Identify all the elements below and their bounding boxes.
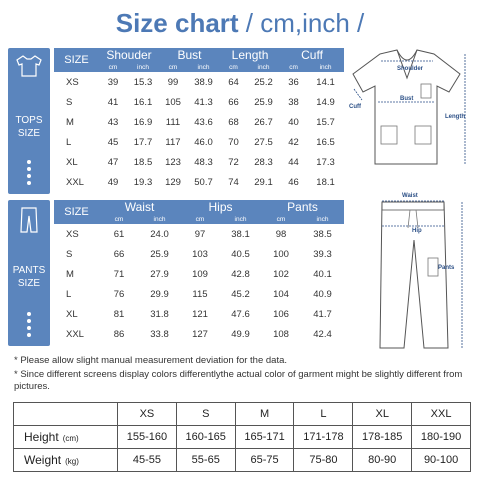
unit-cm: cm xyxy=(280,62,307,72)
unit-cm: cm xyxy=(99,62,127,72)
measurement-value: 61 xyxy=(113,228,125,240)
measurement-value: 117 xyxy=(165,136,181,148)
measurement-value: 38.9 xyxy=(194,76,213,88)
pants-row xyxy=(54,284,344,304)
tops-row xyxy=(54,112,344,132)
height-value: 155-160 xyxy=(118,426,177,449)
measurement-value: 36 xyxy=(288,76,299,88)
length-dim-label: Length xyxy=(445,114,465,120)
measurement-value: 106 xyxy=(273,308,289,320)
unit-cm: cm xyxy=(261,214,301,224)
measurement-value: 42.8 xyxy=(231,268,250,280)
measurement-value: 25.2 xyxy=(254,76,273,88)
measurement-value: 72 xyxy=(228,156,239,168)
tops-row xyxy=(54,92,344,112)
measurement-value: 47.6 xyxy=(231,308,250,320)
measurement-value: 25.9 xyxy=(150,248,169,260)
note-1: * Please allow slight manual measurement deviation for the data. xyxy=(14,355,288,366)
fit-corner xyxy=(14,403,118,426)
measurement-value: 100 xyxy=(273,248,289,260)
unit-inch: inch xyxy=(187,62,220,72)
measurement-value: 45 xyxy=(107,136,119,148)
measurement-value: 27.5 xyxy=(254,136,273,148)
title-main: Size chart xyxy=(115,8,239,38)
unit-inch: inch xyxy=(247,62,280,72)
measurement-value: 40.5 xyxy=(231,248,250,260)
shirt-diagram xyxy=(345,44,475,184)
notes xyxy=(14,355,474,395)
measurement-value: 121 xyxy=(192,308,208,320)
measurement-value: 44 xyxy=(288,156,299,168)
height-value: 180-190 xyxy=(412,426,471,449)
measurement-value: 46.0 xyxy=(194,136,213,148)
measurement-value: 40.9 xyxy=(313,288,332,300)
height-unit: (cm) xyxy=(62,434,79,443)
weight-value: 80-90 xyxy=(353,449,412,472)
measurement-value: 46 xyxy=(288,176,299,188)
unit-inch: inch xyxy=(307,62,344,72)
measurement-value: 42 xyxy=(288,136,299,148)
measurement-value: 108 xyxy=(273,328,289,340)
measurement-value: 31.8 xyxy=(150,308,169,320)
tops-col-bust: Bust xyxy=(159,48,220,62)
height-value: 160-165 xyxy=(176,426,235,449)
pants-row xyxy=(54,324,344,344)
measurement-value: 104 xyxy=(273,288,289,300)
unit-cm: cm xyxy=(220,62,247,72)
measurement-value: 97 xyxy=(194,228,206,240)
weight-unit: (kg) xyxy=(65,457,79,466)
measurement-value: 38 xyxy=(288,96,299,108)
weight-value: 75-80 xyxy=(294,449,353,472)
measurement-value: 115 xyxy=(192,288,208,300)
measurement-value: 27.9 xyxy=(150,268,169,280)
measurement-value: 81 xyxy=(113,308,125,320)
tops-col-length: Length xyxy=(220,48,280,62)
unit-inch: inch xyxy=(301,214,344,224)
measurement-value: 70 xyxy=(228,136,239,148)
shirt-icon xyxy=(15,54,43,78)
bust-dim-label: Bust xyxy=(400,96,414,102)
tops-col-cuff: Cuff xyxy=(280,48,344,62)
measurement-value: 71 xyxy=(113,268,125,280)
hip-dim-label: Hip xyxy=(412,228,422,234)
measurement-value: 15.7 xyxy=(316,116,335,128)
measurement-value: 38.1 xyxy=(231,228,250,240)
measurement-value: 66 xyxy=(228,96,239,108)
tops-dots xyxy=(27,160,31,188)
measurement-value: 43 xyxy=(107,116,119,128)
weight-value: 45-55 xyxy=(118,449,177,472)
pants-col-hips: Hips xyxy=(180,200,261,214)
measurement-value: 127 xyxy=(192,328,208,340)
measurement-value: 109 xyxy=(192,268,208,280)
measurement-value: 102 xyxy=(273,268,289,280)
fit-size: XXL xyxy=(412,403,471,426)
measurement-value: 40.1 xyxy=(313,268,332,280)
measurement-value: 38.5 xyxy=(313,228,332,240)
tops-size-header: SIZE xyxy=(54,48,99,72)
tops-row xyxy=(54,172,344,192)
pants-size-header: SIZE xyxy=(54,200,99,224)
pants-side-panel xyxy=(8,200,50,346)
size-label: M xyxy=(66,268,74,280)
measurement-value: 74 xyxy=(228,176,239,188)
measurement-value: 33.8 xyxy=(150,328,169,340)
note-2: * Since different screens display colors differentlythe actual color of garment might be slightly different from pictures. xyxy=(14,369,463,392)
measurement-value: 19.3 xyxy=(133,176,153,188)
size-label: S xyxy=(66,248,73,260)
size-label: M xyxy=(66,116,74,128)
weight-label: Weight xyxy=(24,453,62,467)
size-label: L xyxy=(66,136,72,148)
measurement-value: 43.6 xyxy=(194,116,213,128)
measurement-value: 17.3 xyxy=(316,156,335,168)
pants-label-2: SIZE xyxy=(17,278,41,289)
measurement-value: 50.7 xyxy=(194,176,213,188)
pants-col-waist: Waist xyxy=(99,200,180,214)
measurement-value: 49 xyxy=(107,176,119,188)
fit-size: XS xyxy=(118,403,177,426)
measurement-value: 47 xyxy=(107,156,119,168)
height-value: 165-171 xyxy=(235,426,294,449)
fit-size-row xyxy=(14,403,471,426)
measurement-value: 18.5 xyxy=(133,156,153,168)
measurement-value: 41 xyxy=(107,96,119,108)
fit-size: XL xyxy=(353,403,412,426)
measurement-value: 68 xyxy=(228,116,239,128)
unit-inch: inch xyxy=(220,214,261,224)
unit-cm: cm xyxy=(180,214,220,224)
measurement-value: 123 xyxy=(165,156,181,168)
shoulder-dim-label: Shoulder xyxy=(397,66,424,72)
measurement-value: 29.1 xyxy=(254,176,273,188)
unit-inch: inch xyxy=(127,62,159,72)
tops-label-1: TOPS xyxy=(15,115,43,126)
measurement-value: 40 xyxy=(288,116,299,128)
fit-size: S xyxy=(176,403,235,426)
fit-table xyxy=(13,402,471,472)
measurement-value: 45.2 xyxy=(231,288,250,300)
unit-cm: cm xyxy=(159,62,187,72)
measurement-value: 41.7 xyxy=(313,308,332,320)
measurement-value: 41.3 xyxy=(194,96,213,108)
pants-row xyxy=(54,224,344,244)
measurement-value: 111 xyxy=(165,116,181,128)
pants-dim-label: Pants xyxy=(438,265,455,271)
size-label: S xyxy=(66,96,73,108)
measurement-value: 49.9 xyxy=(231,328,250,340)
height-value: 178-185 xyxy=(353,426,412,449)
pants-diagram xyxy=(360,188,475,360)
measurement-value: 16.5 xyxy=(316,136,335,148)
tops-size-table xyxy=(54,48,344,192)
tops-row xyxy=(54,132,344,152)
measurement-value: 64 xyxy=(228,76,239,88)
size-label: XXL xyxy=(66,176,84,188)
unit-inch: inch xyxy=(139,214,180,224)
measurement-value: 29.9 xyxy=(150,288,169,300)
fit-size: M xyxy=(235,403,294,426)
measurement-value: 48.3 xyxy=(194,156,213,168)
fit-size: L xyxy=(294,403,353,426)
measurement-value: 15.3 xyxy=(133,76,153,88)
unit-cm: cm xyxy=(99,214,139,224)
measurement-value: 14.9 xyxy=(316,96,335,108)
pants-size-table xyxy=(54,200,344,344)
measurement-value: 129 xyxy=(165,176,181,188)
pants-row xyxy=(54,244,344,264)
pants-label-1: PANTS xyxy=(12,265,46,276)
pants-col-pants: Pants xyxy=(261,200,344,214)
measurement-value: 14.1 xyxy=(316,76,335,88)
weight-value: 65-75 xyxy=(235,449,294,472)
measurement-value: 99 xyxy=(167,76,179,88)
measurement-value: 66 xyxy=(113,248,125,260)
size-label: XL xyxy=(66,308,78,320)
tops-label-2: SIZE xyxy=(17,128,41,139)
measurement-value: 28.3 xyxy=(254,156,273,168)
size-label: L xyxy=(66,288,72,300)
weight-value: 90-100 xyxy=(412,449,471,472)
tops-col-shoulder: Shouder xyxy=(99,48,159,62)
weight-value: 55-65 xyxy=(176,449,235,472)
fit-height-row xyxy=(14,426,471,449)
pants-row xyxy=(54,264,344,284)
measurement-value: 24.0 xyxy=(150,228,169,240)
pants-row xyxy=(54,304,344,324)
measurement-value: 26.7 xyxy=(254,116,273,128)
title-units: / cm,inch / xyxy=(238,8,365,38)
measurement-value: 98 xyxy=(275,228,287,240)
pants-dots xyxy=(27,312,31,340)
tops-row xyxy=(54,152,344,172)
height-value: 171-178 xyxy=(294,426,353,449)
size-label: XXL xyxy=(66,328,84,340)
size-label: XS xyxy=(66,76,79,88)
measurement-value: 39.3 xyxy=(313,248,332,260)
pants-icon xyxy=(15,206,43,234)
size-label: XL xyxy=(66,156,78,168)
weight-label-cell xyxy=(14,449,118,472)
waist-dim-label: Waist xyxy=(402,193,418,199)
measurement-value: 86 xyxy=(113,328,125,340)
measurement-value: 18.1 xyxy=(316,176,335,188)
measurement-value: 39 xyxy=(107,76,119,88)
height-label: Height xyxy=(24,430,59,444)
tops-row xyxy=(54,72,344,92)
measurement-value: 25.9 xyxy=(254,96,273,108)
cuff-dim-label: Cuff xyxy=(349,104,361,110)
measurement-value: 42.4 xyxy=(313,328,332,340)
tops-side-panel xyxy=(8,48,50,194)
measurement-value: 105 xyxy=(165,96,181,108)
page-title xyxy=(0,6,480,40)
size-label: XS xyxy=(66,228,79,240)
measurement-value: 16.9 xyxy=(133,116,153,128)
measurement-value: 16.1 xyxy=(133,96,153,108)
fit-weight-row xyxy=(14,449,471,472)
measurement-value: 103 xyxy=(192,248,208,260)
measurement-value: 17.7 xyxy=(133,136,153,148)
height-label-cell xyxy=(14,426,118,449)
measurement-value: 76 xyxy=(113,288,125,300)
